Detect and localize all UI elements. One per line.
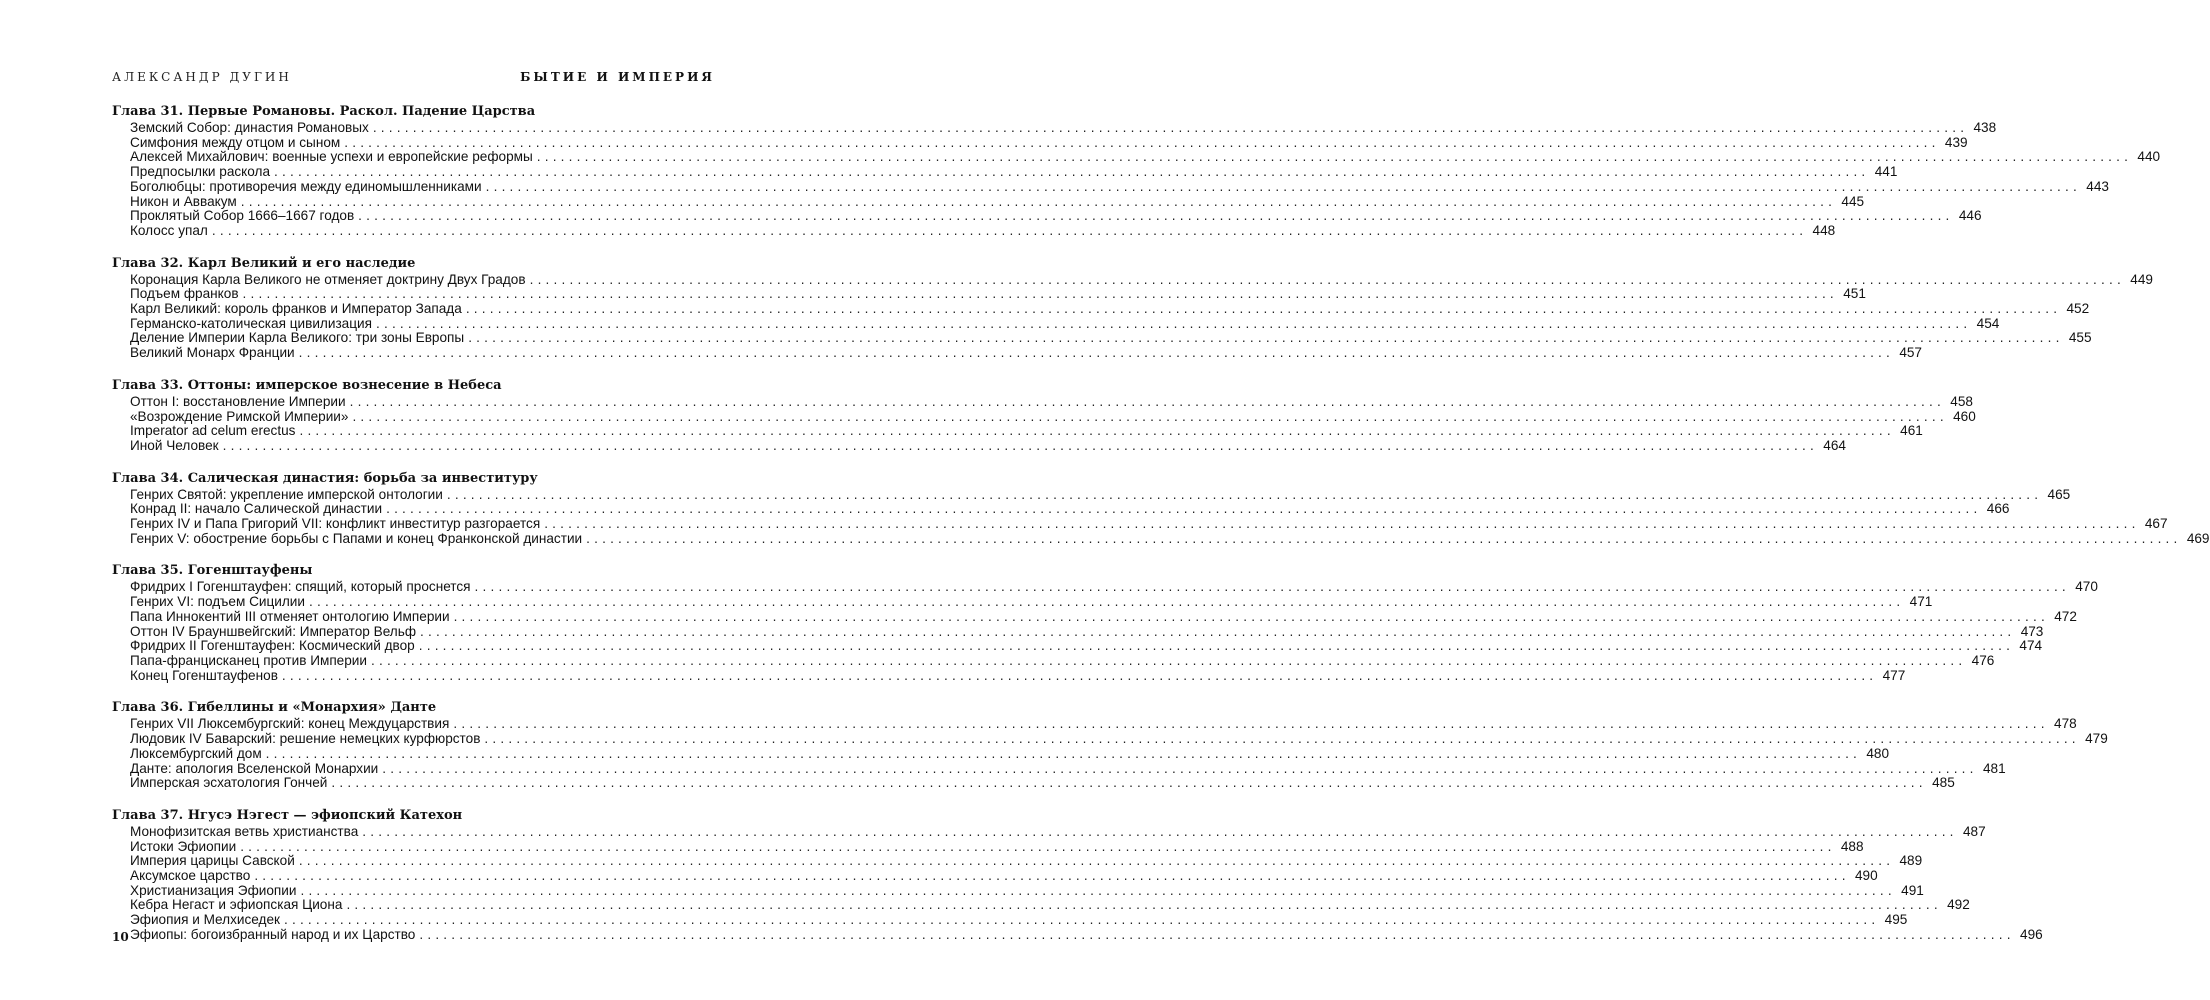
entry-page-number: 471: [1909, 594, 1933, 610]
toc-entry: [130, 408, 1976, 425]
entry-title: Людовик IV Баварский: решение немецких курфюрстов: [130, 731, 481, 747]
dot-leader: ........................................................................................................................................................................................................: [453, 608, 2049, 624]
toc-entry: [130, 652, 1995, 669]
entry-title: Империя царицы Савской: [130, 853, 295, 869]
toc-entry: [130, 208, 1982, 224]
entry-page-number: 496: [2020, 926, 2043, 942]
entry-page-number: 478: [2054, 716, 2077, 732]
entry-title: Эфиопы: богоизбранный народ и их Царство: [130, 926, 416, 942]
toc-entry: [130, 775, 1955, 791]
entry-page-number: 449: [2130, 271, 2153, 287]
toc-entry: [130, 760, 2006, 777]
entry-page-number: 457: [1899, 345, 1922, 361]
entry-title: Папа Иннокентий III отменяет онтологию Империи: [130, 608, 450, 624]
entry-page-number: 448: [1812, 222, 1836, 238]
entry-title: Оттон I: восстановление Империи: [130, 393, 346, 409]
toc-entry: [130, 868, 1878, 884]
toc-entry: [130, 193, 1865, 210]
chapter-title: Глава 33. Оттоны: имперское вознесение в Небеса: [112, 377, 502, 393]
entry-title: Imperator ad celum erectus: [130, 423, 296, 439]
chapter-section: [112, 103, 2161, 239]
entry-title: Проклятый Собор 1666–1667 годов: [130, 208, 355, 224]
entry-page-number: 470: [2075, 579, 2098, 595]
entry-title: Истоки Эфиопии: [130, 838, 237, 854]
dot-leader: ........................................................................................................................................................................................................: [344, 134, 1940, 150]
dot-leader: ........................................................................................................................................................................................................: [222, 437, 1818, 453]
entry-title: Данте: апология Вселенской Монархии: [130, 760, 379, 776]
toc-entry: [130, 897, 1970, 913]
toc-entry: [130, 134, 1968, 151]
toc-entry: [130, 823, 1986, 840]
dot-leader: ........................................................................................................................................................................................................: [375, 315, 1972, 331]
toc-entry: [130, 731, 2108, 747]
entry-page-number: 492: [1947, 897, 1970, 913]
dot-leader: ........................................................................................................................................................................................................: [300, 882, 1896, 898]
entry-title: Аксумское царство: [130, 868, 251, 884]
toc-entry: [130, 912, 1908, 928]
dot-leader: ........................................................................................................................................................................................................: [484, 731, 2080, 747]
dot-leader: ........................................................................................................................................................................................................: [586, 530, 2182, 546]
toc-entry: [130, 853, 1923, 869]
entry-title: Симфония между отцом и сыном: [130, 134, 341, 150]
toc-entry: [130, 301, 2090, 317]
dot-leader: ........................................................................................................................................................................................................: [283, 912, 1880, 928]
dot-leader: ........................................................................................................................................................................................................: [420, 623, 2016, 639]
entry-page-number: 461: [1900, 423, 1923, 439]
entry-title: Эфиопия и Мелхиседек: [130, 912, 280, 928]
entry-title: Боголюбцы: противоречия между единомышленниками: [130, 178, 482, 194]
dot-leader: ........................................................................................................................................................................................................: [371, 652, 1967, 668]
entry-page-number: 491: [1901, 882, 1924, 898]
entry-title: Фридрих II Гогенштауфен: Космический двор: [130, 638, 415, 654]
entry-title: Папа-францисканец против Империи: [130, 652, 367, 668]
toc-entry: [130, 638, 2043, 654]
entry-page-number: 469: [2186, 530, 2210, 546]
toc-entry: [130, 315, 2000, 332]
dot-leader: ........................................................................................................................................................................................................: [418, 638, 2015, 654]
entry-page-number: 454: [1976, 315, 2000, 331]
dot-leader: ........................................................................................................................................................................................................: [474, 579, 2070, 595]
entry-title: Деление Империи Карла Великого: три зоны Европы: [130, 330, 465, 346]
entry-page-number: 451: [1843, 286, 1866, 302]
entry-title: Оттон IV Брауншвейгский: Император Вельф: [130, 623, 417, 639]
entry-page-number: 440: [2137, 149, 2161, 165]
dot-leader: ........................................................................................................................................................................................................: [382, 760, 1978, 776]
toc-entry: [130, 516, 2168, 532]
dot-leader: ........................................................................................................................................................................................................: [274, 164, 1870, 180]
entry-page-number: 473: [2020, 623, 2044, 639]
entry-page-number: 481: [1982, 760, 2006, 776]
entry-page-number: 487: [1962, 823, 1986, 839]
entry-page-number: 458: [1950, 393, 1973, 409]
dot-leader: ........................................................................................................................................................................................................: [211, 222, 1808, 238]
entry-page-number: 479: [2085, 731, 2108, 747]
header-book-title: БЫТИЕ И ИМПЕРИЯ: [520, 70, 715, 84]
toc-entry: [130, 120, 1997, 136]
chapter-section: [112, 470, 2210, 547]
dot-leader: ........................................................................................................................................................................................................: [242, 286, 1838, 302]
entry-page-number: 455: [2068, 330, 2092, 346]
entry-title: Алексей Михайлович: военные успехи и европейские реформы: [130, 149, 533, 165]
toc-entry: [130, 579, 2098, 595]
entry-page-number: 472: [2054, 608, 2077, 624]
toc-entry: [130, 271, 2153, 288]
dot-leader: ........................................................................................................................................................................................................: [362, 823, 1958, 839]
toc-entry: [130, 838, 1864, 855]
dot-leader: ........................................................................................................................................................................................................: [386, 501, 1982, 517]
entry-page-number: 495: [1884, 912, 1908, 928]
dot-leader: ........................................................................................................................................................................................................: [352, 408, 1948, 424]
entry-page-number: 465: [2047, 486, 2071, 502]
dot-leader: ........................................................................................................................................................................................................: [281, 667, 1878, 683]
dot-leader: ........................................................................................................................................................................................................: [468, 330, 2064, 346]
entry-page-number: 489: [1899, 853, 1923, 869]
entry-title: Конец Гогенштауфенов: [130, 667, 278, 683]
toc-entry: [130, 393, 1973, 410]
toc-entry: [130, 345, 1922, 361]
entry-page-number: 438: [1973, 120, 1997, 135]
entry-title: Карл Великий: король франков и Император Запада: [130, 301, 462, 317]
entry-title: Германско-католическая цивилизация: [130, 315, 372, 331]
dot-leader: ........................................................................................................................................................................................................: [372, 120, 1969, 135]
toc-entry: [130, 423, 1923, 439]
entry-page-number: 460: [1953, 408, 1976, 424]
entry-title: Монофизитская ветвь христианства: [130, 823, 359, 839]
chapter-section: [112, 562, 2098, 683]
entry-title: Колосс упал: [130, 222, 208, 238]
entry-title: Генрих V: обострение борьбы с Папами и конец Франконской династии: [130, 530, 583, 546]
chapter-title: Глава 31. Первые Романовы. Раскол. Падение Царства: [112, 104, 536, 119]
dot-leader: ........................................................................................................................................................................................................: [485, 178, 2081, 194]
chapter-section: [112, 377, 1976, 454]
dot-leader: ........................................................................................................................................................................................................: [349, 393, 1945, 409]
running-header: [112, 70, 715, 90]
table-of-contents: [112, 103, 2210, 959]
entry-page-number: 488: [1840, 838, 1864, 854]
page-number: 10: [112, 930, 129, 944]
entry-page-number: 477: [1882, 667, 1906, 683]
toc-entry: [130, 623, 2044, 640]
entry-title: Подъем франков: [130, 286, 239, 302]
dot-leader: ........................................................................................................................................................................................................: [331, 775, 1927, 791]
entry-page-number: 485: [1932, 775, 1955, 791]
toc-entry: [130, 164, 1898, 180]
dot-leader: ........................................................................................................................................................................................................: [299, 423, 1895, 439]
dot-leader: ........................................................................................................................................................................................................: [358, 208, 1954, 224]
chapter-title: Глава 35. Гогенштауфены: [112, 563, 313, 579]
dot-leader: ........................................................................................................................................................................................................: [240, 838, 1836, 854]
chapter-title: Глава 36. Гибеллины и «Монархия» Данте: [112, 700, 437, 716]
header-author: АЛЕКСАНДР ДУГИН: [112, 70, 292, 84]
toc-entry: [130, 745, 1890, 762]
toc-entry: [130, 667, 1906, 684]
toc-entry: [130, 437, 1846, 454]
entry-page-number: 476: [1971, 652, 1995, 668]
entry-page-number: 467: [2144, 516, 2168, 532]
entry-title: Генрих VII Люксембургский: конец Междуцарствия: [130, 716, 450, 732]
entry-title: Конрад II: начало Салической династии: [130, 501, 383, 517]
entry-title: Предпосылки раскола: [130, 164, 271, 180]
entry-page-number: 439: [1944, 134, 1968, 150]
dot-leader: ........................................................................................................................................................................................................: [544, 516, 2140, 532]
toc-entry: [130, 530, 2210, 547]
entry-title: Христианизация Эфиопии: [130, 882, 297, 898]
entry-title: Генрих IV и Папа Григорий VII: конфликт инвеститур разгорается: [130, 516, 541, 532]
entry-title: Генрих VI: подъем Сицилии: [130, 594, 305, 610]
entry-page-number: 446: [1958, 208, 1982, 224]
entry-title: Земский Собор: династия Романовых: [130, 120, 369, 135]
entry-page-number: 466: [1986, 501, 2010, 517]
toc-entry: [130, 330, 2092, 346]
dot-leader: ........................................................................................................................................................................................................: [465, 301, 2062, 317]
toc-entry: [130, 882, 1924, 899]
entry-title: Люксембургский дом: [130, 745, 262, 761]
entry-page-number: 445: [1841, 193, 1865, 209]
entry-title: Иной Человек: [130, 437, 219, 453]
entry-title: Генрих Святой: укрепление имперской онтологии: [130, 486, 443, 502]
dot-leader: ........................................................................................................................................................................................................: [265, 745, 1862, 761]
toc-entry: [130, 594, 1933, 610]
entry-title: Имперская эсхатология Гончей: [130, 775, 328, 791]
entry-title: Никон и Аввакум: [130, 193, 237, 209]
dot-leader: ........................................................................................................................................................................................................: [529, 271, 2125, 287]
toc-entry: [130, 286, 1866, 302]
entry-page-number: 441: [1874, 164, 1898, 180]
dot-leader: ........................................................................................................................................................................................................: [419, 926, 2015, 942]
toc-entry: [130, 486, 2071, 503]
chapter-section: [112, 699, 2108, 791]
dot-leader: ........................................................................................................................................................................................................: [453, 716, 2049, 732]
toc-entry: [130, 608, 2077, 625]
entry-title: «Возрождение Римской Империи»: [130, 408, 349, 424]
toc-entry: [130, 178, 2109, 195]
chapter-title: Глава 32. Карл Великий и его наследие: [112, 255, 416, 271]
entry-page-number: 490: [1854, 868, 1878, 884]
entry-page-number: 474: [2019, 638, 2043, 654]
entry-page-number: 464: [1823, 437, 1846, 453]
chapter-title: Глава 37. Нгусэ Нэгест — эфиопский Катехон: [112, 807, 463, 823]
toc-entry: [130, 716, 2077, 732]
toc-entry: [130, 222, 1836, 239]
dot-leader: ........................................................................................................................................................................................................: [298, 345, 1894, 361]
toc-entry: [130, 501, 2010, 517]
dot-leader: ........................................................................................................................................................................................................: [298, 853, 1895, 869]
entry-page-number: 452: [2066, 301, 2090, 317]
entry-page-number: 480: [1866, 745, 1890, 761]
dot-leader: ........................................................................................................................................................................................................: [446, 486, 2043, 502]
chapter-section: [112, 807, 2043, 943]
dot-leader: ........................................................................................................................................................................................................: [536, 149, 2133, 165]
dot-leader: ........................................................................................................................................................................................................: [240, 193, 1837, 209]
chapter-section: [112, 255, 2153, 361]
dot-leader: ........................................................................................................................................................................................................: [254, 868, 1850, 884]
toc-entry: [130, 926, 2043, 943]
entry-title: Коронация Карла Великого не отменяет доктрину Двух Градов: [130, 271, 526, 287]
chapter-title: Глава 34. Салическая династия: борьба за инвеституру: [112, 470, 538, 486]
dot-leader: ........................................................................................................................................................................................................: [346, 897, 1942, 913]
entry-title: Великий Монарх Франции: [130, 345, 295, 361]
toc-entry: [130, 149, 2161, 165]
entry-page-number: 443: [2086, 178, 2109, 194]
entry-title: Кебра Негаст и эфиопская Циона: [130, 897, 343, 913]
dot-leader: ........................................................................................................................................................................................................: [309, 594, 1905, 610]
entry-title: Фридрих I Гогенштауфен: спящий, который проснется: [130, 579, 471, 595]
